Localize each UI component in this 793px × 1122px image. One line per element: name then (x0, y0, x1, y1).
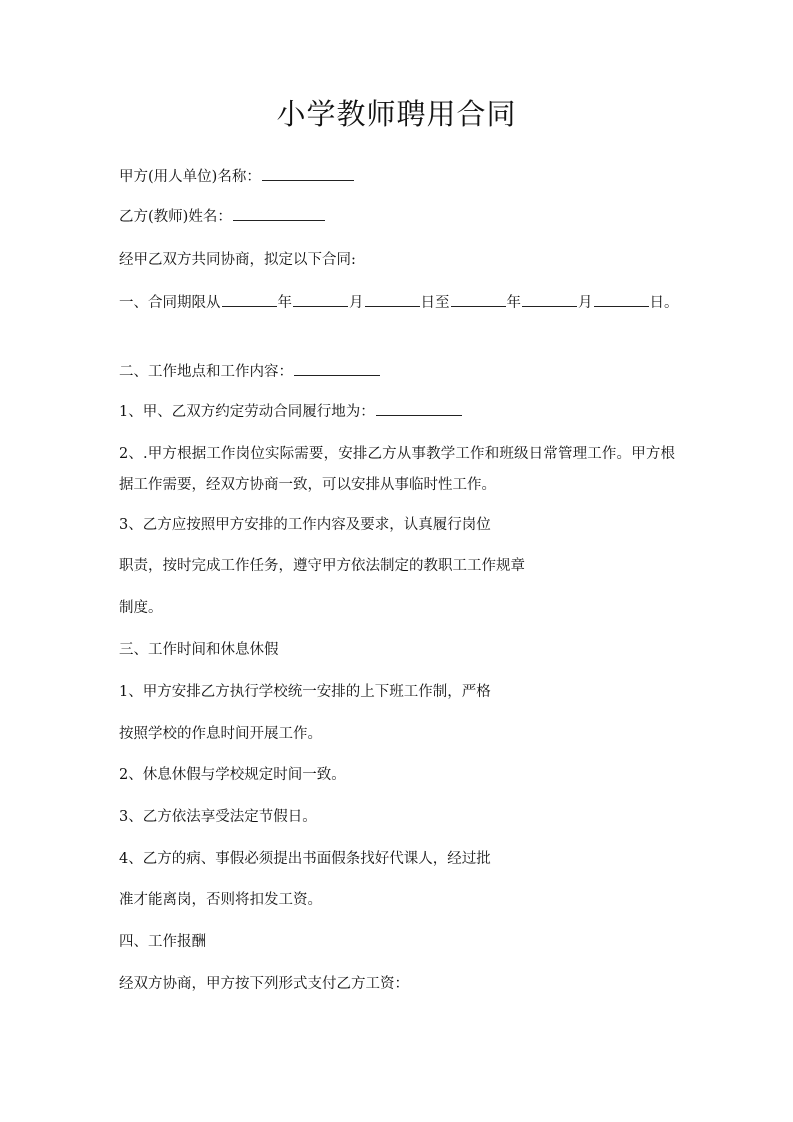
item-3-2: 2、休息休假与学校规定时间一致。 (119, 767, 346, 783)
item-2-3-line-1: 3、乙方应按照甲方安排的工作内容及要求，认真履行岗位 (119, 517, 491, 533)
item-2-3-line-2: 职责，按时完成工作任务，遵守甲方依法制定的教职工工作规章 (119, 558, 525, 574)
party-b-line (119, 202, 679, 233)
term-year-2: 年 (506, 295, 521, 311)
start-month-blank (293, 292, 348, 307)
party-b-label: 乙方(教师)姓名： (119, 209, 232, 225)
work-location-blank (376, 401, 462, 416)
term-end: 日。 (649, 295, 679, 311)
item-2-2-paragraph: 2、.甲方根据工作岗位实际需要，安排乙方从事教学工作和班级日常管理工作。甲方根据工作需要，经双方协商一致，可以安排从事临时性工作。 (119, 446, 675, 493)
item-3-4-line-2: 准才能离岗，否则将扣发工资。 (119, 892, 322, 908)
term-month-2: 月 (578, 295, 593, 311)
document-title: 小学教师聘用合同 (276, 97, 517, 131)
end-day-blank (594, 292, 649, 307)
end-month-blank (522, 292, 577, 307)
section-2-heading: 二、工作地点和工作内容： (119, 364, 293, 380)
section-4-heading: 四、工作报酬 (119, 934, 206, 950)
term-year-1: 年 (277, 295, 292, 311)
term-prefix: 一、合同期限从 (119, 295, 221, 311)
term-day-1: 日至 (420, 295, 450, 311)
party-a-name-blank (262, 166, 354, 181)
contract-term-paragraph (119, 288, 681, 319)
item-4-intro: 经双方协商，甲方按下列形式支付乙方工资： (119, 976, 409, 992)
item-2-3-line-3: 制度。 (119, 600, 163, 616)
item-3-1-line-1: 1、甲方安排乙方执行学校统一安排的上下班工作制，严格 (119, 684, 491, 700)
party-a-label: 甲方(用人单位)名称： (119, 169, 261, 185)
party-a-line (119, 162, 679, 193)
party-b-name-blank (233, 206, 325, 221)
start-day-blank (365, 292, 420, 307)
end-year-blank (451, 292, 506, 307)
intro-paragraph: 经甲乙双方共同协商，拟定以下合同: (119, 252, 356, 268)
item-3-3: 3、乙方依法享受法定节假日。 (119, 809, 317, 825)
section-3-heading: 三、工作时间和休息休假 (119, 642, 279, 658)
item-3-4-line-1: 4、乙方的病、事假必须提出书面假条找好代课人，经过批 (119, 851, 491, 867)
term-month-1: 月 (349, 295, 364, 311)
item-3-1-line-2: 按照学校的作息时间开展工作。 (119, 726, 322, 742)
section-2-heading-line (119, 357, 679, 388)
start-year-blank (222, 292, 277, 307)
item-2-1: 1、甲、乙双方约定劳动合同履行地为： (119, 404, 375, 420)
item-2-1-line (119, 397, 679, 428)
work-content-blank (294, 361, 380, 376)
